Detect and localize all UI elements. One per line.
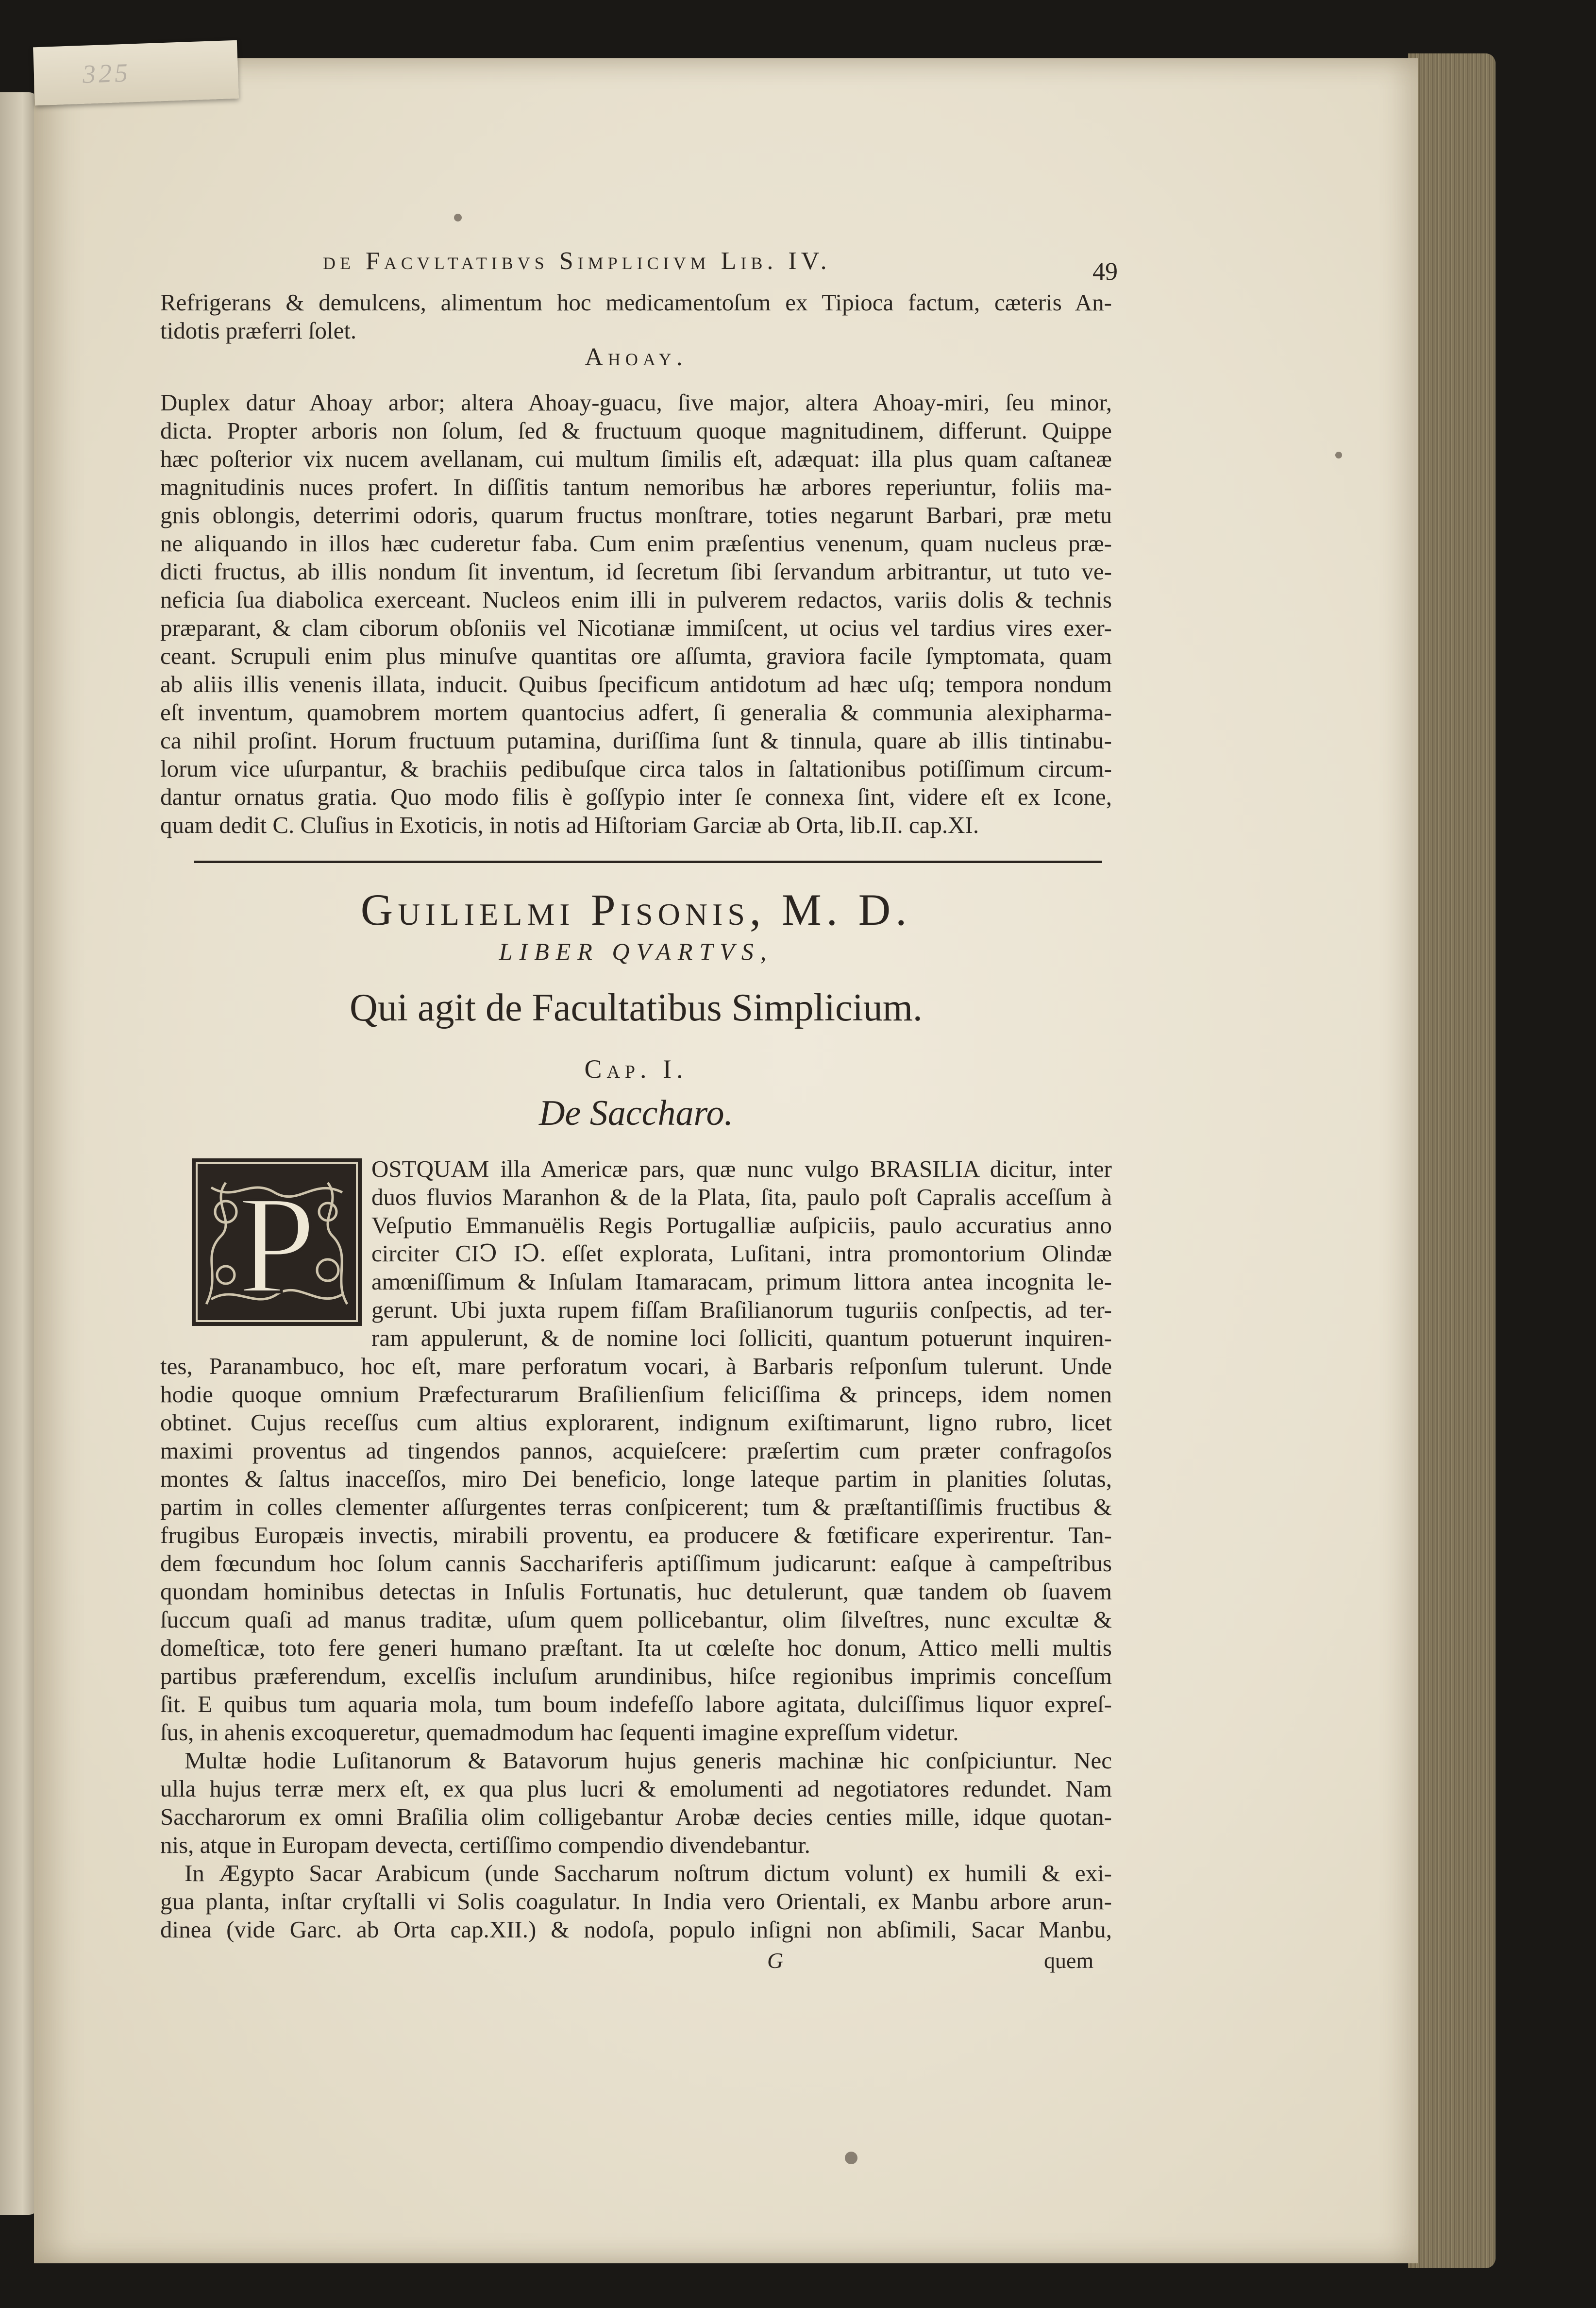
drop-cap-letter: P (237, 1167, 316, 1323)
text-line: Multæ hodie Luſitanorum & Batavorum hujus generis machinæ hic conſpiciuntur. Nec (185, 1747, 1112, 1774)
text-line: Veſputio Emmanuëlis Regis Portugalliæ auſpiciis, paulo accuratius anno (371, 1212, 1112, 1239)
text-line: ſus, in ahenis excoqueretur, quemadmodum hac ſequenti imagine expreſſum videtur. (160, 1719, 959, 1746)
text-line: gerunt. Ubi juxta rupem fiſſam Braſilianorum tuguriis conſpectis, ad ter- (371, 1296, 1112, 1323)
book-number-heading: LIBER QVARTVS, (499, 938, 773, 965)
page-number: 49 (1092, 258, 1118, 286)
text-line: dicti fructus, ab illis nondum ſit inventum, id ſecretum ſibi ſervandum arbitrantur, ut tuto ve- (160, 558, 1112, 585)
text-line: magnitudinis nuces profert. In diſſitis tantum nemoribus hæ arbores reperiuntur, foliis ma- (160, 474, 1112, 500)
shelf-label (33, 40, 239, 106)
chapter-title: De Saccharo. (538, 1093, 734, 1133)
text-line: ulla hujus terræ merx eſt, ex qua plus lucri & emolumenti ad negotiatores redundet. Nam (160, 1775, 1112, 1802)
author-heading: Guilielmi Pisonis, M. D. (360, 885, 912, 934)
text-line: lorum vice uſurpantur, & brachiis pedibuſque circa talos in ſaltationibus potiſſimum circum- (160, 755, 1112, 782)
text-line: montes & ſaltus inacceſſos, miro Dei beneficio, longe lateque partim in planities ſolutas, (160, 1465, 1112, 1492)
text-line: obtinet. Cujus receſſus cum altius explorarent, indignum exiſtimarunt, ligno rubro, licet (160, 1409, 1112, 1436)
running-head: de Facvltatibvs Simplicivm Lib. IV. (323, 247, 831, 275)
label-handwriting: 325 (82, 58, 132, 89)
text-line: tidotis præferri ſolet. (160, 317, 357, 344)
text-line: Refrigerans & demulcens, alimentum hoc medicamentoſum ex Tipioca factum, cæteris An- (160, 289, 1112, 316)
text-line: hæc poſterior vix nucem avellanam, cui multum ſimilis eſt, adæquat: illa plus quam caſtaneæ (160, 445, 1112, 472)
text-line: quondam hominibus detectas in Inſulis Fortunatis, huc detulerunt, quæ tandem ob ſuavem (160, 1578, 1112, 1605)
chapter-number: Cap. I. (584, 1054, 688, 1084)
text-line: gua planta, inſtar cryſtalli vi Solis coagulatur. In India vero Orientali, ex Manbu arbore arun- (160, 1888, 1112, 1915)
text-line: tes, Paranambuco, hoc eſt, mare perforatum vocari, à Barbaris reſponſum tulerunt. Unde (160, 1353, 1112, 1379)
text-line: dantur ornatus gratia. Quo modo filis è goſſypio inter ſe connexa ſint, videre eſt ex Icone, (160, 783, 1112, 810)
page-block-edges (1408, 53, 1495, 2268)
text-line: ceant. Scrupuli enim plus minuſve quantitas ore aſſumta, graviora facile ſymptomata, quam (160, 643, 1112, 669)
text-line: ram appulerunt, & de nomine loci ſolliciti, quantum potuerunt inquiren- (371, 1324, 1112, 1351)
text-line: gnis oblongis, deterrimi odoris, quarum fructus monſtrare, toties negarunt Barbari, præ metu (160, 502, 1112, 528)
text-line: præparant, & clam ciborum obſoniis vel Nicotianæ immiſcent, ut ocius vel tardius vires exer- (160, 614, 1112, 641)
section-heading: Ahoay. (585, 343, 688, 371)
text-line: dinea (vide Garc. ab Orta cap.XII.) & nodoſa, populo inſigni non abſimili, Sacar Manbu, (160, 1916, 1112, 1943)
signature-mark: G (767, 1948, 784, 1973)
book-title: Qui agit de Facultatibus Simplicium. (350, 986, 923, 1029)
text-line: amœniſſimum & Inſulam Itamaracam, primum littora antea incognita le- (371, 1268, 1112, 1295)
text-line: In Ægypto Sacar Arabicum (unde Saccharum noſtrum dictum volunt) ex humili & exi- (185, 1860, 1112, 1886)
text-line: partibus præferendum, excelſis incluſum arundinibus, hiſce regionibus imprimis conceſſum (160, 1663, 1112, 1689)
text-line: ſuccum quaſi ad manus traditæ, uſum quem pollicebantur, olim ſilveſtres, nunc excultæ & (160, 1606, 1112, 1633)
text-line: circiter CIↃ IↃ. eſſet explorata, Luſitani, intra promontorium Olindæ (371, 1240, 1112, 1267)
text-line: quam dedit C. Cluſius in Exoticis, in notis ad Hiſtoriam Garciæ ab Orta, lib.II. cap.XI. (160, 812, 979, 838)
text-line: eſt inventum, quamobrem mortem quantocius adfert, ſi generalia & communia alexipharma- (160, 699, 1112, 726)
text-line: ſit. E quibus tum aquaria mola, tum boum indefeſſo labore agitata, dulciſſimus liquor expreſ- (160, 1691, 1112, 1717)
text-line: maximi proventus ad tingendos pannos, acquieſcere: præſertim cum præter confragoſos (160, 1437, 1112, 1464)
text-line: hodie quoque omnium Præfecturarum Braſilienſium feliciſſima & princeps, idem nomen (160, 1381, 1112, 1408)
ink-speck (1335, 452, 1342, 458)
catchword: quem (1044, 1948, 1094, 1973)
horizontal-rule (194, 861, 1102, 863)
decorated-initial (192, 1158, 362, 1326)
text-line: neficia ſua diabolica exerceant. Nucleos enim illi in pulverem redactos, variis dolis & technis (160, 586, 1112, 613)
text-line: partim in colles clementer aſſurgentes terras conſpicerent; tum & præſtantiſſimis fructibus & (160, 1493, 1112, 1520)
ornament-icon (192, 1158, 362, 1326)
text-line: frugibus Europæis invectis, mirabili proventu, ea producere & fœtificare experirentur. Tan- (160, 1522, 1112, 1548)
text-line: ca nihil proſint. Horum fructuum putamina, duriſſima ſunt & tinnula, quare ab illis tintinabu- (160, 727, 1112, 754)
text-line: dicta. Propter arboris non ſolum, ſed & fructuum quoque magnitudinem, differunt. Quippe (160, 417, 1112, 444)
text-line: nis, atque in Europam devecta, certiſſimo compendio divendebantur. (160, 1832, 810, 1858)
text-line: dem fœcundum hoc ſolum cannis Sacchariferis aptiſſimum judicarunt: eaſque à campeſtribus (160, 1550, 1112, 1577)
text-line: duos fluvios Maranhon & de la Plata, ſita, paulo poſt Capralis acceſſum à (371, 1184, 1112, 1210)
text-line: Duplex datur Ahoay arbor; altera Ahoay-guacu, ſive major, altera Ahoay-miri, ſeu minor, (160, 389, 1112, 416)
text-line: ab aliis illis venenis illata, inducit. Quibus ſpecificum antidotum ad hæc uſq; tempora nondum (160, 671, 1112, 697)
text-line: OSTQUAM illa Americæ pars, quæ nunc vulgo BRASILIA dicitur, inter (371, 1155, 1112, 1182)
facing-page-edge (0, 92, 38, 2215)
text-line: Saccharorum ex omni Braſilia olim colligebantur Arobæ decies centies mille, idque quotan- (160, 1803, 1112, 1830)
ink-speck (845, 2152, 857, 2164)
text-line: ne aliquando in illos hæc cuderetur faba. Cum enim præſentius venenum, quam nucleus præ- (160, 530, 1112, 557)
ink-speck (454, 214, 462, 221)
text-line: domeſticæ, toto fere generi humano præſtant. Ita ut cœleſte hoc donum, Attico melli multis (160, 1634, 1112, 1661)
